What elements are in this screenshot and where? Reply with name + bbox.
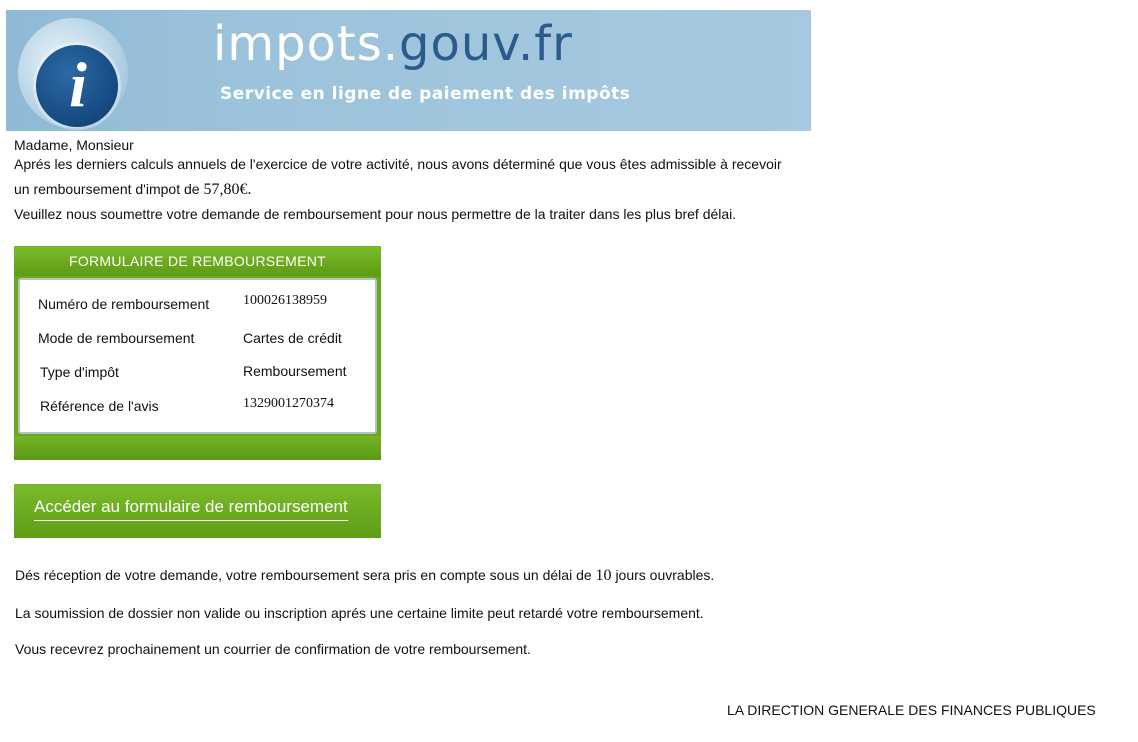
refund-amount: 57,80€.	[203, 181, 252, 198]
info-i-icon: i	[69, 49, 87, 120]
info-line2: La soumission de dossier non valide ou inscription aprés une certaine limite peut retardé votre remboursement.	[15, 605, 704, 621]
header-banner	[6, 10, 811, 131]
row-label-refund-number: Numéro de remboursement	[38, 296, 210, 312]
row-value-tax-type: Remboursement	[243, 363, 347, 379]
tagline: Service en ligne de paiement des impôts	[220, 84, 631, 104]
info-line1	[15, 567, 714, 585]
site-name-part1: impots.	[213, 16, 400, 72]
form-footer-bar	[14, 436, 381, 460]
info-line3: Vous recevrez prochainement un courrier de confirmation de votre remboursement.	[15, 641, 531, 657]
row-label-tax-type: Type d'impôt	[40, 364, 119, 380]
site-name-part3: .fr	[517, 16, 573, 72]
row-label-notice-ref: Référence de l'avis	[40, 398, 159, 414]
site-name-part2: gouv	[399, 16, 518, 72]
form-title: FORMULAIRE DE REMBOURSEMENT	[14, 246, 381, 276]
access-form-link[interactable]: Accéder au formulaire de remboursement	[34, 497, 348, 521]
row-value-refund-mode: Cartes de crédit	[243, 330, 342, 346]
row-value-refund-number: 100026138959	[243, 293, 327, 308]
greeting: Madame, Monsieur	[14, 137, 134, 153]
intro-line3: Veuillez nous soumettre votre demande de remboursement pour nous permettre de la traiter dans les plus bref délai.	[14, 206, 737, 222]
row-value-notice-ref: 1329001270374	[243, 396, 334, 411]
access-form-button[interactable]	[14, 484, 381, 538]
row-label-refund-mode: Mode de remboursement	[38, 330, 195, 346]
intro-line1: Aprés les derniers calculs annuels de l'exercice de votre activité, nous avons déterminé que vous êtes admissible à recevoir	[14, 156, 782, 172]
site-name	[213, 16, 573, 72]
intro-line2	[14, 181, 251, 199]
info-line1-suffix: jours ouvrables.	[615, 567, 715, 583]
signature: LA DIRECTION GENERALE DES FINANCES PUBLIQUES	[727, 702, 1096, 718]
info-line1-days: 10	[595, 567, 612, 584]
refund-form-box	[14, 246, 381, 460]
form-details-panel	[18, 278, 377, 434]
intro-line2-prefix: un remboursement d'impot de	[14, 181, 200, 197]
info-line1-prefix: Dés réception de votre demande, votre remboursement sera pris en compte sous un délai de	[15, 567, 592, 583]
